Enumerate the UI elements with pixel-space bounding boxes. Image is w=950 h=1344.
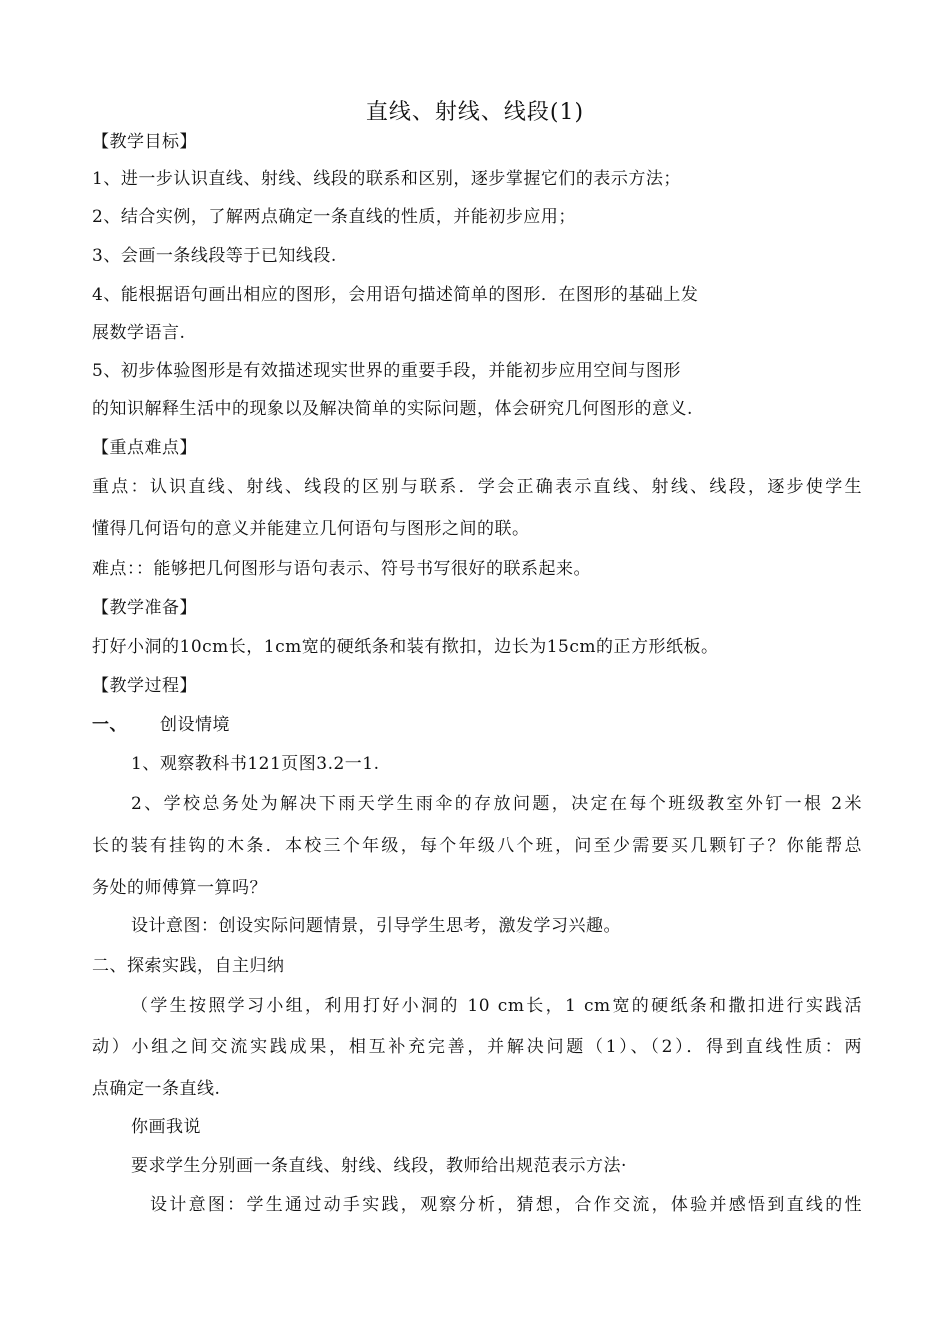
section-title: 创设情境 bbox=[160, 715, 230, 735]
key-point-text: 懂得几何语句的意义并能建立几何语句与图形之间的联。 bbox=[92, 519, 530, 539]
paragraph-line: 长的装有挂钩的木条．本校三个年级，每个年级八个班，问至少需要买几颗钉子？你能帮总 bbox=[92, 836, 862, 856]
design-intent: 设计意图：创设实际问题情景，引导学生思考，激发学习兴趣。 bbox=[131, 916, 621, 936]
process-heading: 【教学过程】 bbox=[92, 676, 197, 696]
paragraph-line: （学生按照学习小组，利用打好小洞的 10 cm长，1 cm宽的硬纸条和撒扣进行实践活 bbox=[131, 996, 862, 1016]
objectives-heading: 【教学目标】 bbox=[92, 132, 197, 152]
section-title: 二、探索实践，自主归纳 bbox=[92, 956, 285, 976]
difficulty-text: 难点：：能够把几何图形与语句表示、符号书写很好的联系起来。 bbox=[92, 559, 591, 579]
objective-item: 展数学语言. bbox=[92, 323, 186, 343]
preparation-text: 打好小洞的10cm长，1cm宽的硬纸条和装有揿扣，边长为15cm的正方形纸板。 bbox=[92, 637, 719, 657]
objective-item: 2、结合实例，了解两点确定一条直线的性质，并能初步应用； bbox=[92, 207, 576, 227]
document-title: 直线、射线、线段(1) bbox=[365, 100, 585, 125]
paragraph-line: 你画我说 bbox=[131, 1117, 201, 1137]
preparation-heading: 【教学准备】 bbox=[92, 598, 197, 618]
paragraph-line: 动）小组之间交流实践成果，相互补充完善，并解决问题（1）、（2）．得到直线性质：两 bbox=[92, 1037, 862, 1057]
paragraph-line: 务处的师傅算一算吗？ bbox=[92, 878, 267, 898]
paragraph-line: 2、学校总务处为解决下雨天学生雨伞的存放问题，决定在每个班级教室外钉一根 2米 bbox=[131, 794, 862, 814]
design-intent: 设计意图：学生通过动手实践，观察分析，猜想，合作交流，体验并感悟到直线的性 bbox=[150, 1195, 862, 1215]
paragraph-line: 1、观察教科书121页图3.2一1. bbox=[131, 754, 380, 774]
paragraph-line: 要求学生分别画一条直线、射线、线段，教师给出规范表示方法· bbox=[131, 1156, 627, 1176]
key-point-text: 重点：认识直线、射线、线段的区别与联系．学会正确表示直线、射线、线段，逐步使学生 bbox=[92, 477, 862, 497]
section-number: 一、 bbox=[92, 715, 127, 735]
paragraph-line: 点确定一条直线. bbox=[92, 1079, 221, 1099]
objective-item: 3、会画一条线段等于已知线段. bbox=[92, 246, 337, 266]
objective-item: 的知识解释生活中的现象以及解决简单的实际问题，体会研究几何图形的意义. bbox=[92, 399, 693, 419]
objective-item: 4、能根据语句画出相应的图形，会用语句描述简单的图形．在图形的基础上发 bbox=[92, 285, 699, 305]
objective-item: 5、初步体验图形是有效描述现实世界的重要手段，并能初步应用空间与图形 bbox=[92, 361, 681, 381]
key-points-heading: 【重点难点】 bbox=[92, 438, 197, 458]
objective-item: 1、进一步认识直线、射线、线段的联系和区别，逐步掌握它们的表示方法； bbox=[92, 169, 681, 189]
